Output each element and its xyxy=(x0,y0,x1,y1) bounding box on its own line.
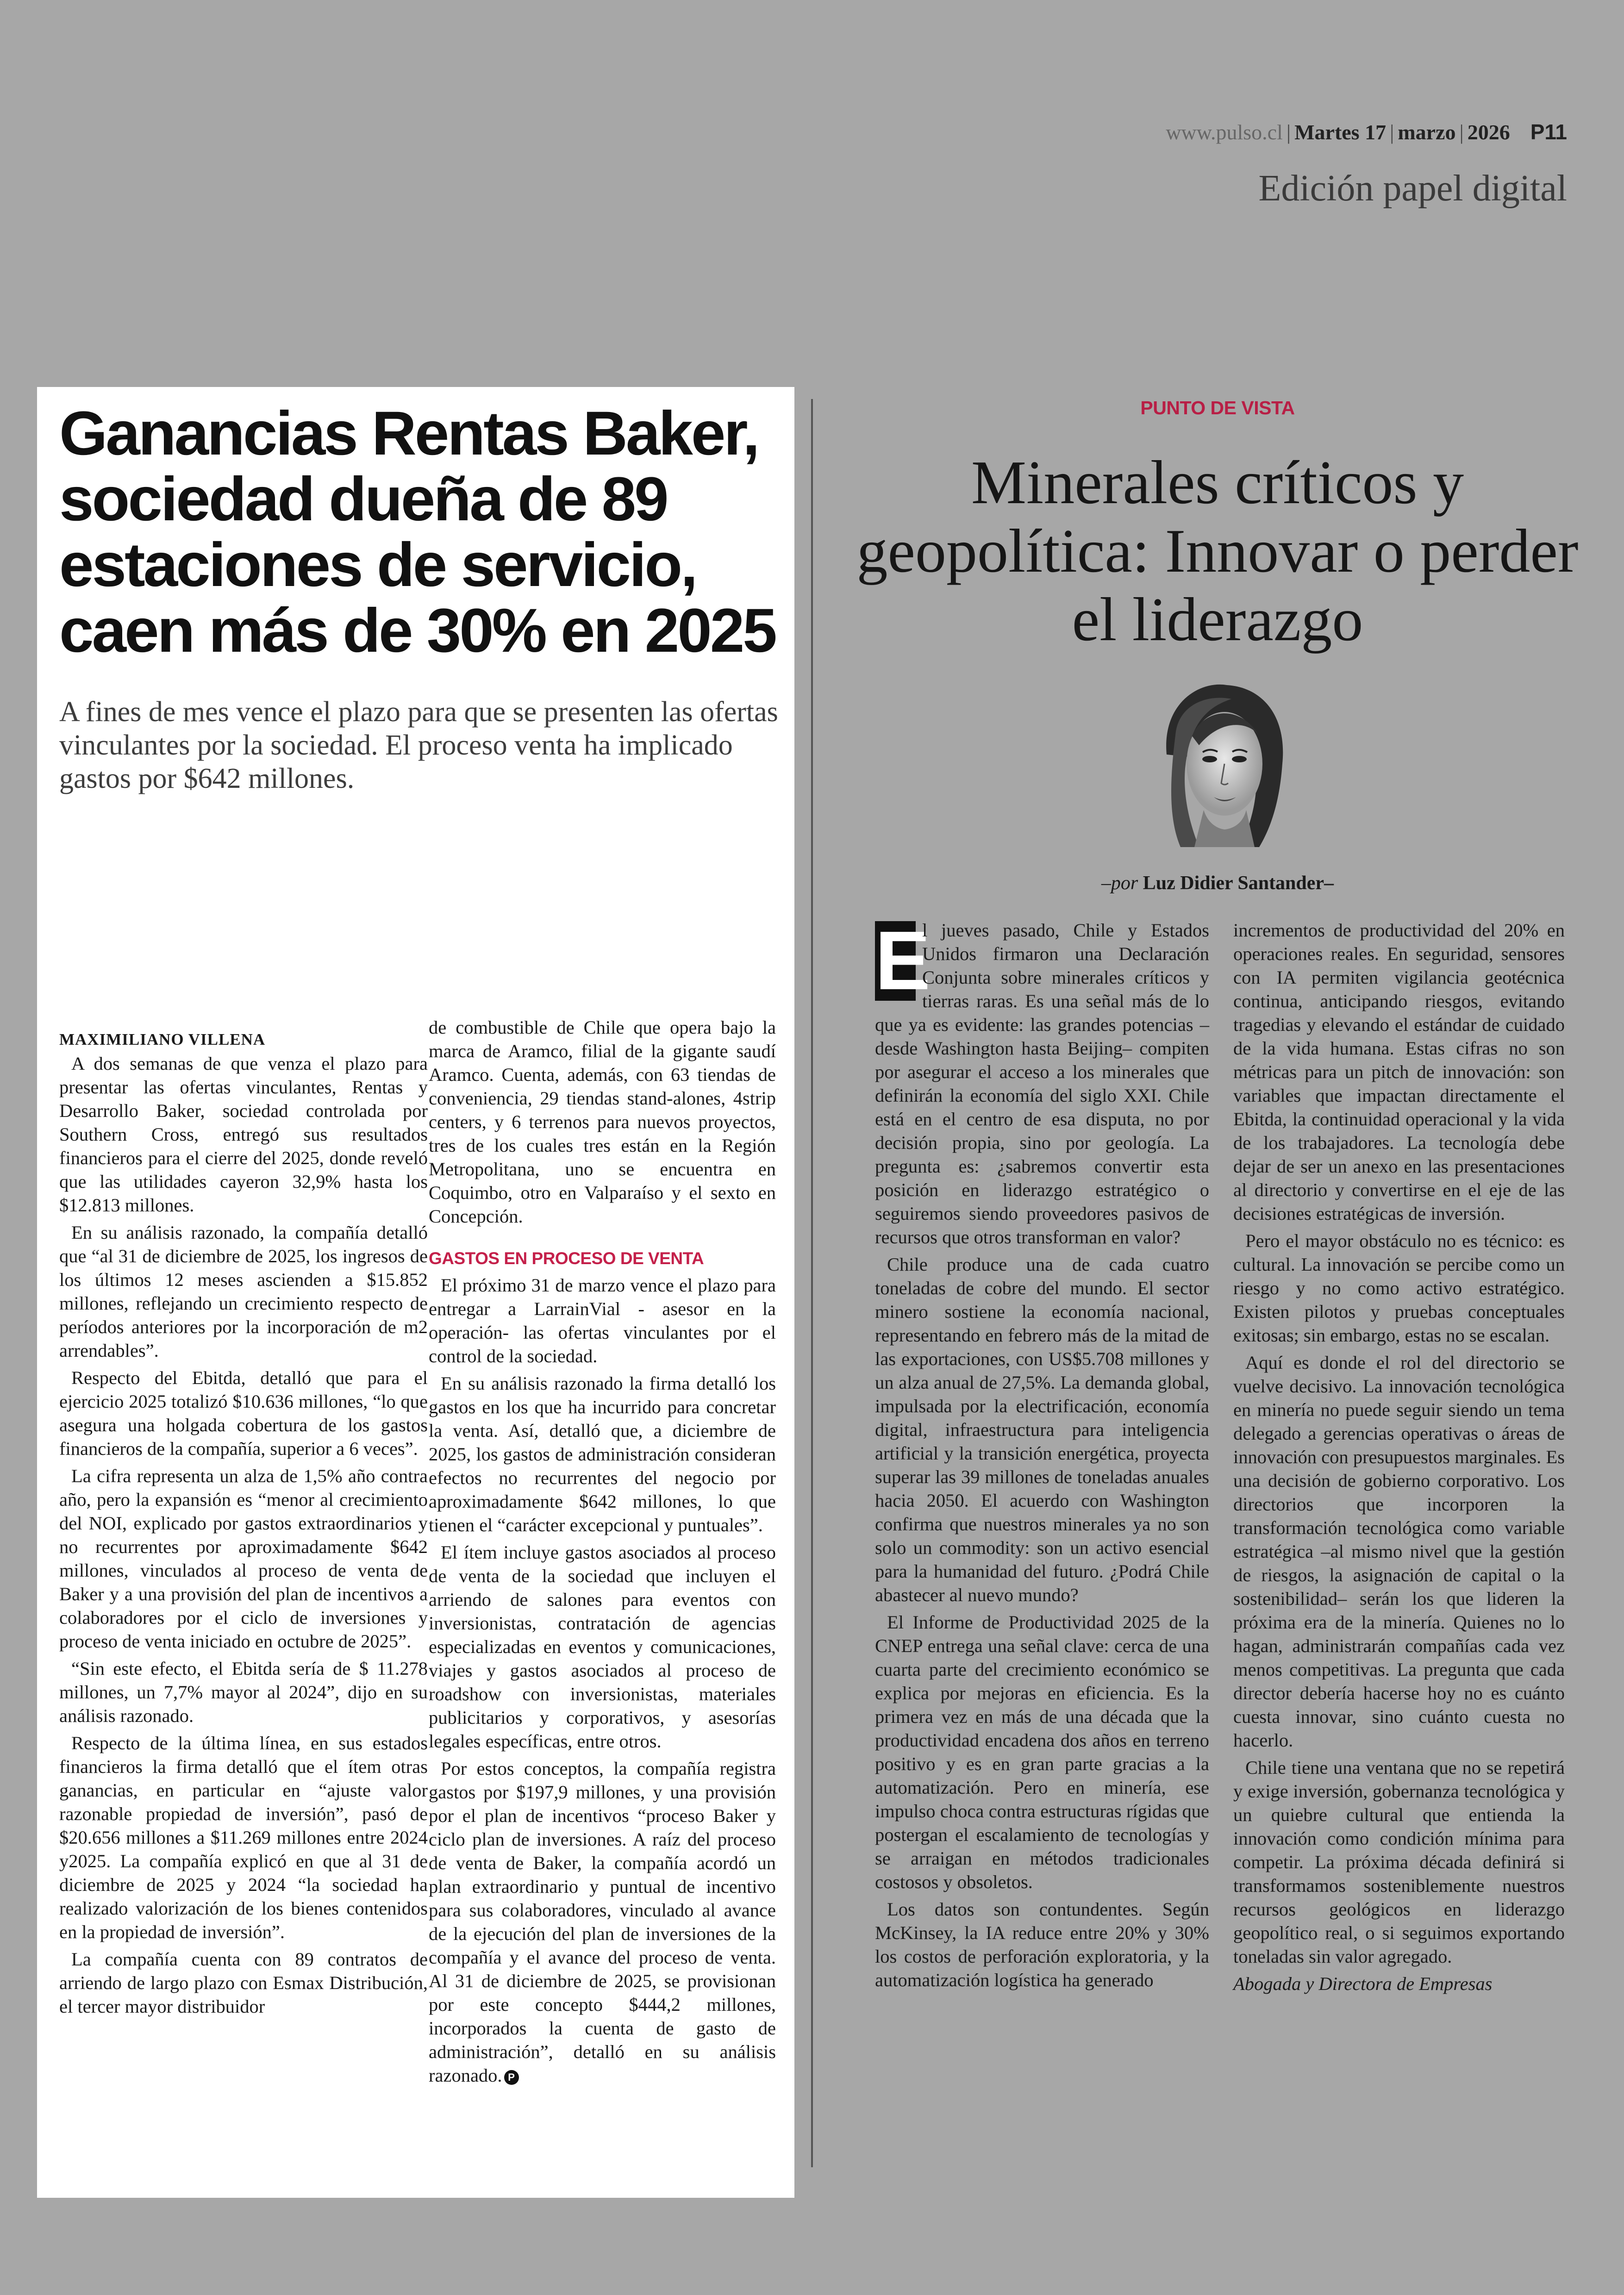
edition-label: Edición papel digital xyxy=(1258,168,1567,209)
article-byline: MAXIMILIANO VILLENA xyxy=(59,1030,266,1048)
paragraph: incrementos de productividad del 20% en operaciones reales. En seguridad, sensores con IA permiten vigilancia geotécnica continua, anticipando riesgos, evitando tragedias y elevando el estándar de cuidado de la vida humana. Estas cifras no son métricas para un pitch de innovación: son variables que impactan directamente el Ebitda, la continuidad operacional y la vida de los trabajadores. La tecnología debe dejar de ser un anexo en las presentaciones al directorio y convertirse en el eje de las decisiones estratégicas de inversión. xyxy=(1233,920,1565,1224)
column-divider xyxy=(811,399,813,2167)
opinion-column-1 xyxy=(875,914,1209,1996)
paragraph: Chile produce una de cada cuatro toneladas de cobre del mundo. El sector minero sostiene la economía nacional, representando en febrero más de la mitad de las exportaciones, con US$5.708 millones y un alza anual de 27,5%. La demanda global, impulsada por la electrificación, economía digital, infraestructura para inteligencia artificial y la transición energética, proyecta superar las 39 millones de toneladas anuales hacia 2050. El acuerdo con Washington confirma que nuestros minerales ya no son solo un commodity: son un activo esencial para la humanidad del futuro. ¿Podrá Chile abastecer al nuevo mundo? xyxy=(875,1254,1209,1605)
author-prefix: –por xyxy=(1101,873,1138,894)
author-portrait-illustration xyxy=(1148,676,1296,852)
article-column-2 xyxy=(429,1016,776,2091)
paragraph: “Sin este efecto, el Ebitda sería de $ 11.278 millones, un 7,7% mayor al 2024”, dijo en su análisis razonado. xyxy=(59,1658,428,1726)
paragraph: Aquí es donde el rol del directorio se vuelve decisivo. La innovación tecnológica en minería no puede seguir siendo un tema delegado a gerencias operativas o áreas de innovación con presupuestos marginales. Es una decisión de gobierno corporativo. Los directorios que incorporen la transformación tecnológica como variable estratégica –al mismo nivel que la gestión de riesgos, la asignación de capital o la sostenibilidad– serán los que lideren la próxima era de la minería. Quienes no lo hagan, administrarán compañías cada vez menos competitivas. La pregunta que cada director debería hacerse hoy no es cuánto cuesta innovar, sino cuánto cuesta no hacerlo. xyxy=(1233,1352,1565,1751)
paragraph xyxy=(429,1757,776,2087)
end-of-article-icon: P xyxy=(504,2070,519,2085)
drop-cap: E xyxy=(875,914,931,1007)
article-headline: Ganancias Rentas Baker, sociedad dueña de 89 estaciones de servicio, caen más de 30% en 2025 xyxy=(59,399,775,665)
site-url[interactable]: www.pulso.cl xyxy=(1166,120,1283,144)
paragraph: El próximo 31 de marzo vence el plazo para entregar a LarrainVial - asesor en la operación- las ofertas vinculantes por el control de la sociedad. xyxy=(429,1275,776,1366)
header-day: Martes 17 xyxy=(1294,120,1387,144)
page-header: www.pulso.cl | Martes 17 | marzo | 2026 P11 xyxy=(1166,120,1567,144)
paragraph: La cifra representa un alza de 1,5% año contra año, pero la expansión es “menor al crecimiento del NOI, explicado por gastos extraordinarios y no recurrentes por aproximadamente $642 millones, vinculados al proceso de venta de Baker y a una provisión del plan de incentivos a colaboradores por el ciclo de inversiones y proceso de venta iniciado en octubre de 2025”. xyxy=(59,1466,428,1652)
paragraph: En su análisis razonado la firma detalló los gastos en los que ha incurrido para concretar la venta. Así, detalló que, a diciembre de 2025, los gastos de administración consideran efectos no recurrentes del negocio por aproximadamente $642 millones, lo que tienen el “carácter excepcional y puntuales”. xyxy=(429,1373,776,1535)
opinion-column-2 xyxy=(1233,918,1565,1999)
paragraph xyxy=(875,914,1209,1249)
paragraph: A dos semanas de que venza el plazo para presentar las ofertas vinculantes, Rentas y Desarrollo Baker, sociedad controlada por Southern Cross, entregó sus resultados financieros para el cierre del 2025, donde reveló que las utilidades cayeron 32,9% hasta los $12.813 millones. xyxy=(59,1053,428,1216)
opinion-title: Minerales críticos y geopolítica: Innovar o perder el liderazgo xyxy=(856,448,1579,654)
paragraph: La compañía cuenta con 89 contratos de arriendo de largo plazo con Esmax Distribución, el tercer mayor distribuidor xyxy=(59,1949,428,2017)
paragraph: de combustible de Chile que opera bajo la marca de Aramco, filial de la gigante saudí Aramco. Cuenta, además, con 63 tiendas de conveniencia, 29 tiendas stand-alones, 4strip centers, y 6 terrenos para nuevos proyectos, tres de los cuales tres están en la Región Metropolitana, uno se encuentra en Coquimbo, otro en Valparaíso y el sexto en Concepción. xyxy=(429,1017,776,1227)
paragraph: Chile tiene una ventana que no se repetirá y exige inversión, gobernanza tecnológica y un quiebre cultural que entienda la innovación como condición mínima para competir. La próxima década definirá si transformamos sosteniblemente nuestros recursos geológicos en liderazgo geopolítico real, o si seguimos exportando toneladas sin valor agregado. xyxy=(1233,1757,1565,1967)
paragraph: Respecto del Ebitda, detalló que para el ejercicio 2025 totalizó $10.636 millones, “lo que asegura una holgada cobertura de los gastos financieros de la compañía, superior a 6 veces”. xyxy=(59,1367,428,1459)
paragraph: El ítem incluye gastos asociados al proceso de venta de la sociedad que incluyen el arriendo de salones para eventos con inversionistas, contratación de agencias especializadas en eventos y comunicaciones, viajes y gastos asociados al proceso de roadshow con inversionistas, materiales publicitarios y corporativos, y asesorías legales específicas, entre otros. xyxy=(429,1542,776,1752)
paragraph-text: l jueves pasado, Chile y Estados Unidos firmaron una Declaración Conjunta sobre minerales críticos y tierras raras. Es una señal más de lo que ya es evidente: las grandes potencias –desde Washington hasta Beijing– compiten por asegurar el acceso a los minerales que definirán la economía del siglo XXI. Chile está en el centro de esa disputa, no por decisión propia, sino por geología. La pregunta es: ¿sabremos convertir esta posición en liderazgo estratégico o seguiremos siendo proveedores pasivos de recursos que otros transforman en valor? xyxy=(875,920,1209,1247)
paragraph: El Informe de Productividad 2025 de la CNEP entrega una señal clave: cerca de una cuarta parte del crecimiento económico se explica por mejoras en eficiencia. Es la primera vez en más de una década que la productividad encadena dos años en terreno positivo y es en gran parte gracias a la automatización. Pero en minería, ese impulso choca contra estructuras rígidas que postergan el escalamiento de tecnologías y se arraigan en métodos tradicionales costosos y obsoletos. xyxy=(875,1612,1209,1892)
paragraph: Los datos son contundentes. Según McKinsey, la IA reduce entre 20% y 30% los costos de perforación exploratoria, y la automatización logística ha generado xyxy=(875,1899,1209,1990)
section-kicker: PUNTO DE VISTA xyxy=(1140,397,1295,418)
page-number: P11 xyxy=(1530,120,1567,144)
author-name: Luz Didier Santander– xyxy=(1143,873,1334,894)
article-column-1 xyxy=(59,1022,428,2022)
author-signature: Abogada y Directora de Empresas xyxy=(1233,1973,1493,1994)
header-month: marzo xyxy=(1398,120,1456,144)
article-subhead: GASTOS EN PROCESO DE VENTA xyxy=(429,1249,704,1268)
author-line xyxy=(847,872,1588,894)
left-article xyxy=(37,387,794,2198)
paragraph: Respecto de la última línea, en sus estados financieros la firma detalló que el ítem otras ganancias, en particular en “ajuste valor razonable propiedad de inversión”, pasó de $20.656 millones a $11.269 millones entre 2024 y2025. La compañía explicó en que al 31 de diciembre de 2025 y 2024 “la sociedad ha realizado valorización de los bienes contenidos en la propiedad de inversión”. xyxy=(59,1733,428,1942)
paragraph-text: Por estos conceptos, la compañía registra gastos por $197,9 millones, y una provisión por el plan de incentivos “proceso Baker y ciclo plan de inversiones. A raíz del proceso de venta de Baker, la compañía acordó un plan extraordinario y puntual de incentivo para sus colaboradores, vinculado al avance de la ejecución del plan de inversiones de la compañía y el avance del proceso de venta. Al 31 de diciembre de 2025, se provisionan por este concepto $444,2 millones, incorporados la cuenta de gasto de administración”, detalló en su análisis razonado. xyxy=(429,1758,776,2086)
paragraph: En su análisis razonado, la compañía detalló que “al 31 de diciembre de 2025, los ingresos de los últimos 12 meses ascienden a $15.852 millones, reflejando un crecimiento respecto de períodos anteriores por la incorporación de m2 arrendables”. xyxy=(59,1222,428,1361)
header-year: 2026 xyxy=(1467,120,1510,144)
article-deck: A fines de mes vence el plazo para que se presenten las ofertas vinculantes por la sociedad. El proceso venta ha implicado gastos por $642 millones. xyxy=(59,696,778,794)
paragraph: Pero el mayor obstáculo no es técnico: es cultural. La innovación se percibe como un riesgo y no como activo estratégico. Existen pilotos y pruebas conceptuales exitosas; sin embargo, estas no se escalan. xyxy=(1233,1230,1565,1346)
